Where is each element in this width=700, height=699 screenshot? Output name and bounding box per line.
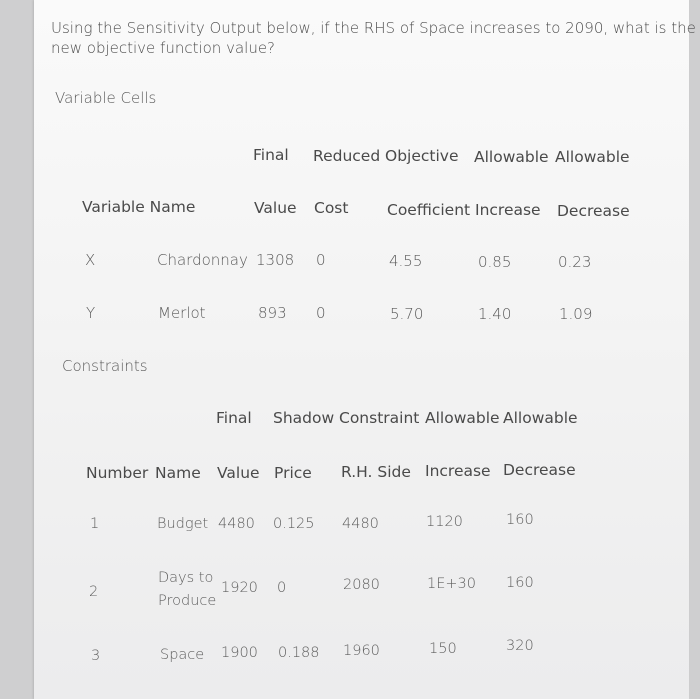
header-variable-name: Variable Name bbox=[82, 198, 196, 216]
question-line-1: Using the Sensitivity Output below, if the RHS of Space increases to 2090, what is the bbox=[51, 19, 696, 37]
header-decrease: Decrease bbox=[503, 461, 576, 479]
header-constraint: Constraint bbox=[339, 409, 420, 427]
header-rhs: R.H. Side bbox=[341, 463, 411, 481]
header-allowable-increase: Allowable bbox=[474, 148, 549, 166]
cell-number: 3 bbox=[91, 648, 101, 664]
header-final: Final bbox=[253, 146, 289, 164]
cell-increase: 1.40 bbox=[478, 305, 512, 323]
cell-increase: 1E+30 bbox=[427, 576, 476, 592]
cell-name: Merlot bbox=[158, 304, 206, 322]
question-line-2: new objective function value? bbox=[51, 39, 276, 57]
cell-rhs: 1960 bbox=[343, 643, 380, 659]
cell-reduced-cost: 0 bbox=[316, 251, 326, 269]
header-allowable-increase: Allowable bbox=[425, 409, 500, 427]
header-value: Value bbox=[254, 199, 297, 217]
cell-shadow-price: 0.125 bbox=[273, 516, 315, 532]
cell-name: Budget bbox=[157, 516, 209, 532]
header-name: Name bbox=[155, 464, 201, 482]
header-cost: Cost bbox=[314, 199, 349, 217]
cell-final-value: 893 bbox=[258, 304, 287, 322]
cell-rhs: 2080 bbox=[343, 577, 380, 593]
cell-name-line-1: Days to bbox=[158, 570, 214, 586]
header-price: Price bbox=[274, 464, 312, 482]
cell-increase: 150 bbox=[429, 641, 457, 657]
cell-final-value: 4480 bbox=[218, 516, 255, 532]
header-shadow: Shadow bbox=[273, 409, 335, 427]
cell-final-value: 1920 bbox=[221, 580, 258, 596]
cell-shadow-price: 0 bbox=[277, 580, 287, 596]
header-final: Final bbox=[216, 409, 252, 427]
cell-rhs: 4480 bbox=[342, 516, 379, 532]
cell-decrease: 160 bbox=[506, 575, 534, 591]
header-increase: Increase bbox=[425, 462, 491, 480]
variable-cells-title: Variable Cells bbox=[55, 89, 157, 107]
cell-reduced-cost: 0 bbox=[316, 304, 326, 322]
cell-final-value: 1900 bbox=[221, 645, 258, 661]
cell-number: 1 bbox=[90, 516, 100, 532]
header-decrease: Decrease bbox=[557, 202, 630, 220]
cell-number: 2 bbox=[89, 584, 99, 600]
cell-final-value: 1308 bbox=[256, 251, 295, 269]
cell-decrease: 320 bbox=[506, 638, 534, 654]
cell-variable: Y bbox=[86, 304, 96, 322]
cell-coefficient: 5.70 bbox=[390, 305, 424, 323]
cell-decrease: 160 bbox=[506, 512, 534, 528]
header-objective: Objective bbox=[385, 147, 459, 165]
header-reduced: Reduced bbox=[313, 147, 381, 165]
cell-increase: 0.85 bbox=[478, 253, 512, 271]
cell-coefficient: 4.55 bbox=[389, 252, 423, 270]
header-allowable-decrease: Allowable bbox=[555, 148, 630, 166]
cell-increase: 1120 bbox=[426, 514, 463, 530]
constraints-title: Constraints bbox=[62, 357, 148, 375]
cell-decrease: 1.09 bbox=[559, 305, 593, 323]
cell-decrease: 0.23 bbox=[558, 253, 592, 271]
header-number: Number bbox=[86, 464, 149, 482]
header-value: Value bbox=[217, 464, 260, 482]
cell-shadow-price: 0.188 bbox=[278, 645, 320, 661]
header-allowable-decrease: Allowable bbox=[503, 409, 578, 427]
header-increase: Increase bbox=[475, 201, 541, 219]
cell-name-line-2: Produce bbox=[158, 593, 217, 609]
cell-variable: X bbox=[85, 251, 96, 269]
cell-name: Space bbox=[160, 647, 205, 663]
cell-name: Chardonnay bbox=[157, 251, 248, 269]
header-coefficient: Coefficient bbox=[387, 201, 471, 219]
